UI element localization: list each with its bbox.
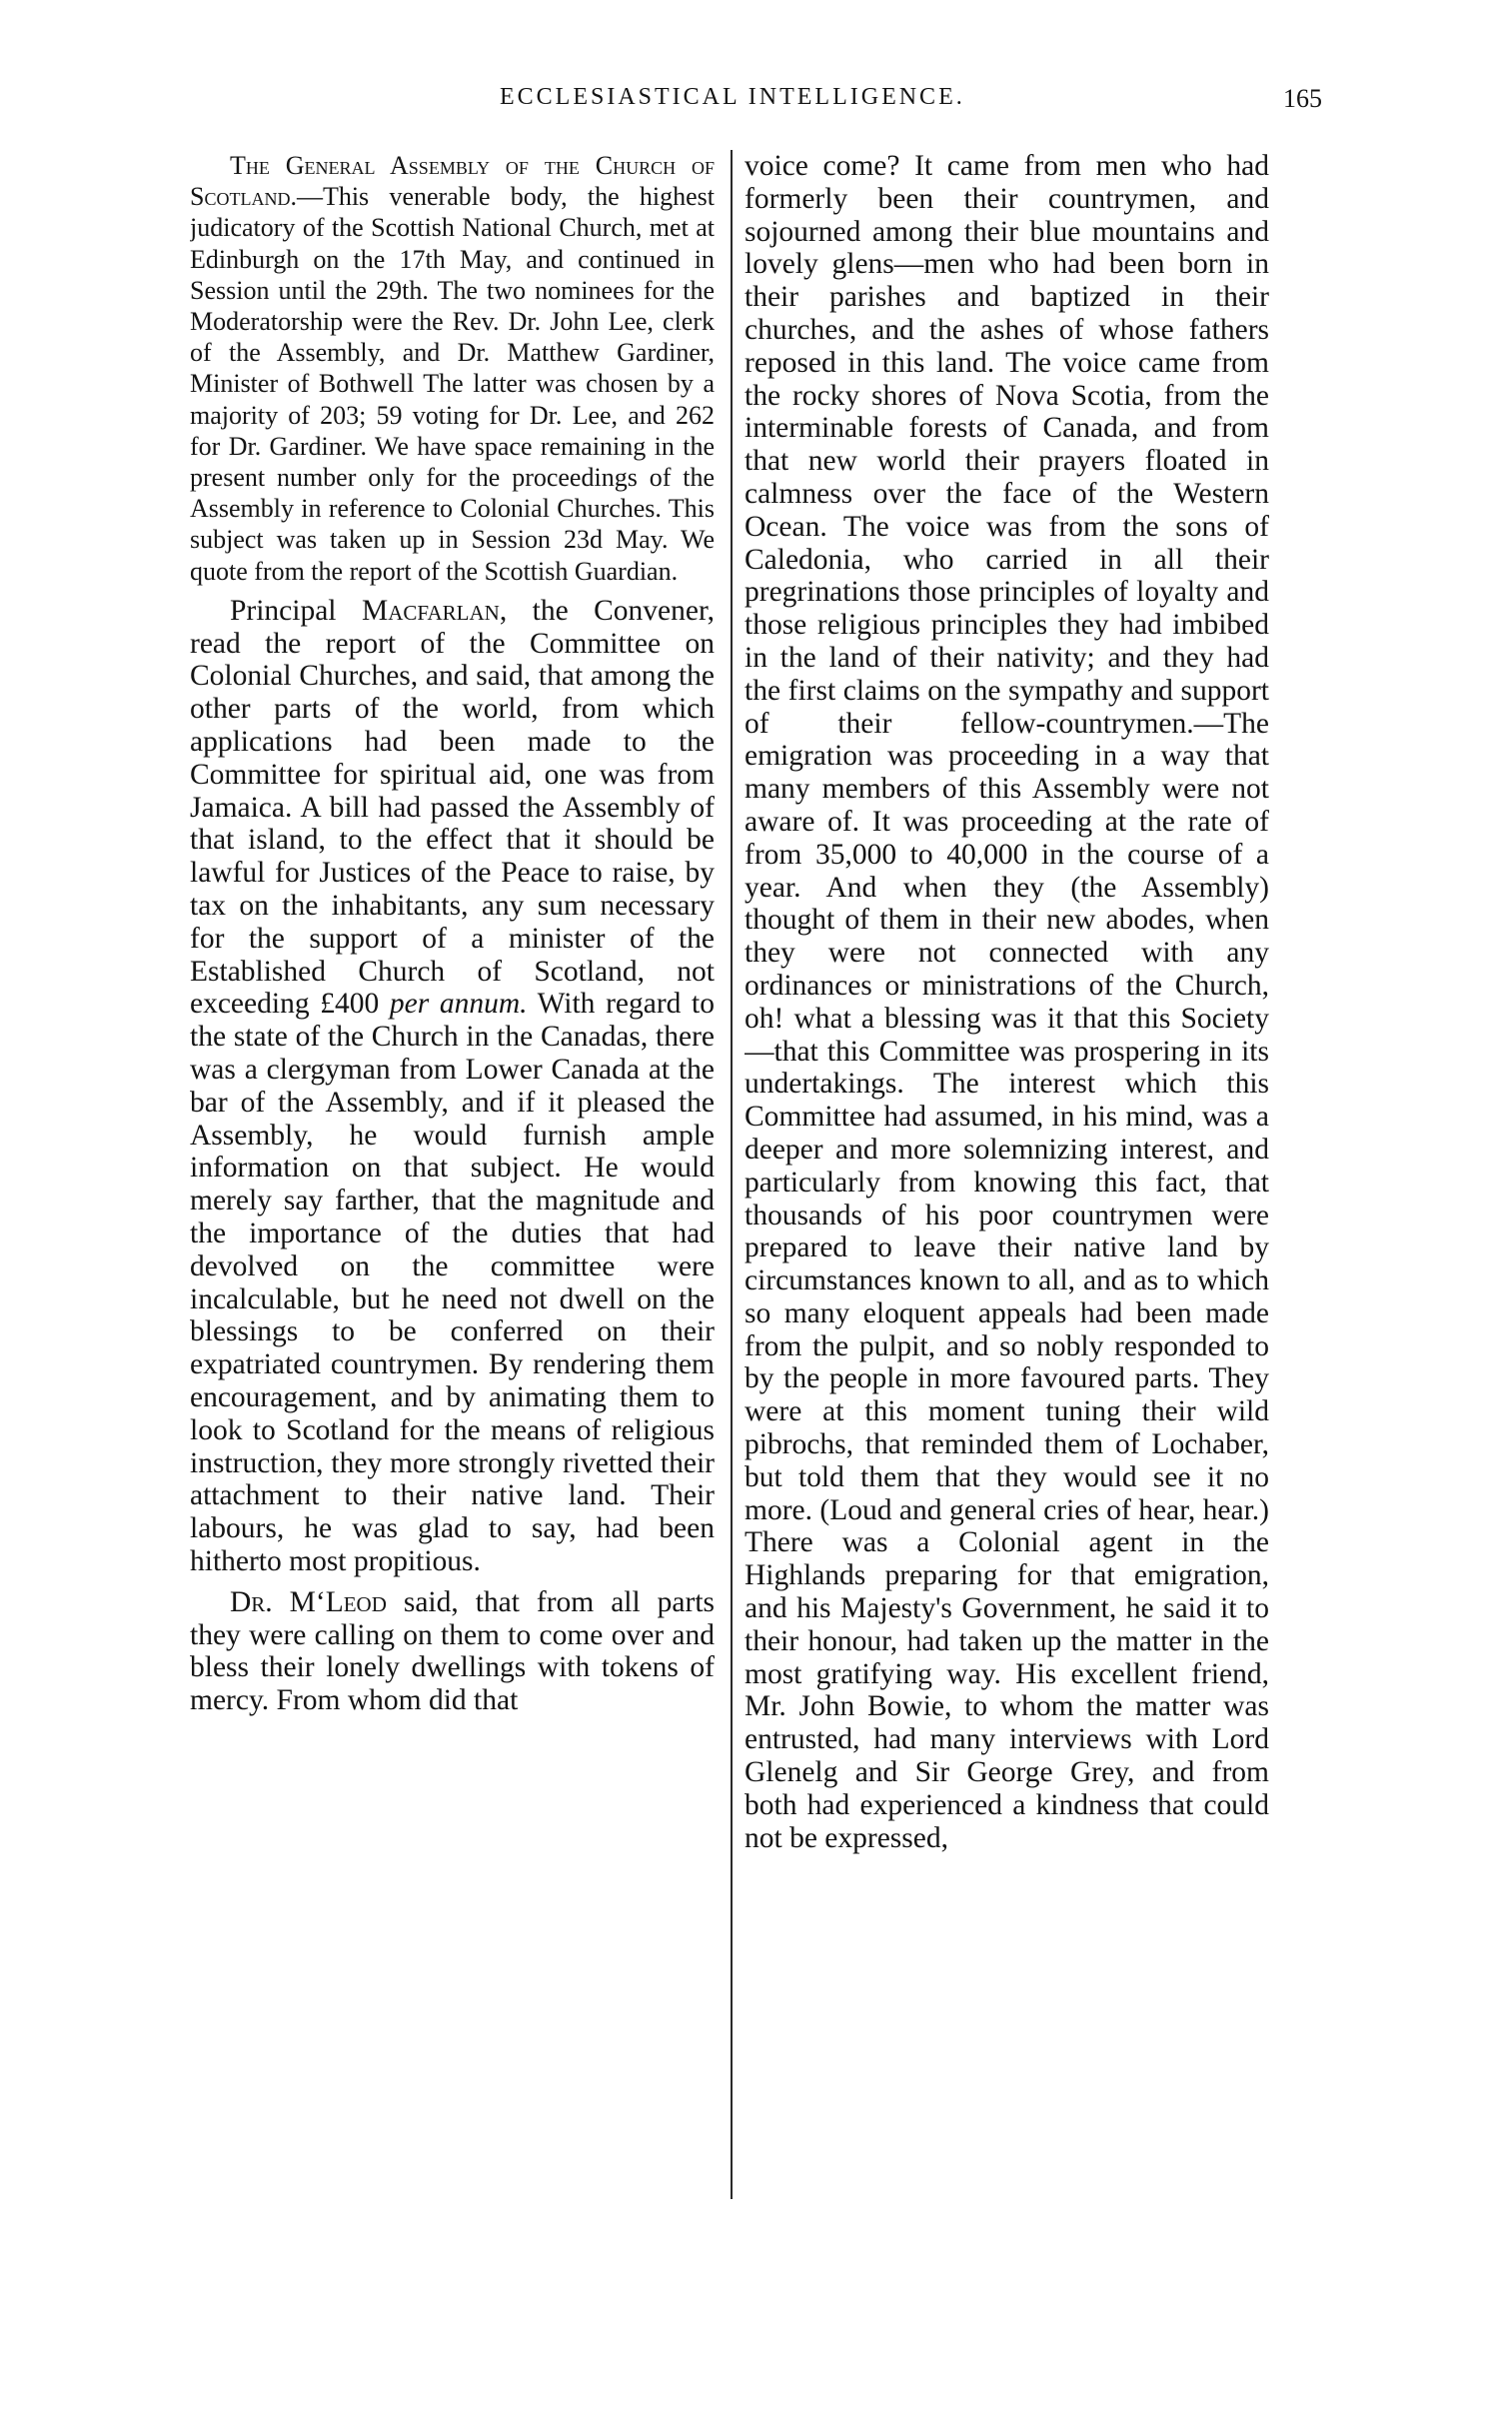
- right-column: [745, 150, 1269, 2159]
- speaker-name-macfarlan: Macfarlan: [361, 594, 500, 627]
- speaker-name-mcleod: Dr. M‘Leod: [230, 1585, 387, 1618]
- latin-phrase: per annum.: [389, 988, 528, 1021]
- page-header: [0, 84, 1512, 124]
- mcleod-text: said, that from all parts they were calling on them to come over and bless their lonely dwellings with tokens of mercy. From whom did that: [190, 1585, 715, 1717]
- mcleod-paragraph: [190, 1586, 715, 1717]
- column-divider: [731, 150, 733, 2199]
- continuation-paragraph: voice come? It came from men who had formerly been their countrymen, and sojourned among their blue mountains and lovely glens—men who had been born in their parishes and baptized in their churches, and the ashes of whose fathers reposed in this land. The voice came from the rocky shores of Nova Scotia, from the interminable forests of Canada, and from that new world their prayers floated in calmness over the face of the Western Ocean. The voice was from the sons of Caledonia, who carried in all their pregrinations those principles of loyalty and those religious principles they had imbibed in the land of their nativity; and they had the first claims on the sympathy and support of their fellow-countrymen.—The emigration was proceeding in a way that many members of this Assembly were not aware of. It was proceeding at the rate of from 35,000 to 40,000 in the course of a year. And when they (the Assembly) thought of them in their new abodes, when they were not connected with any ordinances or ministrations of the Church, oh! what a blessing was it that this Society—that this Committee was prospering in its undertakings. The interest which this Committee had assumed, in his mind, was a deeper and more solemnizing interest, and particularly from knowing this fact, that thousands of his poor countrymen were prepared to leave their native land by circumstances known to all, and as to which so many eloquent appeals had been made from the pulpit, and so nobly responded to by the people in more favoured parts. They were at this moment tuning their wild pibrochs, that reminded them of Lochaber, but told them that they would see it no more. (Loud and general cries of hear, hear.) There was a Colonial agent in the Highlands preparing for that emigration, and his Majesty's Government, he said it to their honour, had taken up the matter in the most gratifying way. His excellent friend, Mr. John Bowie, to whom the matter was entrusted, had many interviews with Lord Glenelg and Sir George Grey, and from both had experienced a kindness that could not be expressed,: [745, 150, 1269, 1854]
- section-heading: The General Assembly of the Church of Scotland.: [190, 151, 715, 212]
- macfarlan-intro: Principal: [230, 594, 337, 627]
- left-column: [190, 150, 715, 2159]
- assembly-paragraph: [190, 150, 715, 587]
- page-number: 165: [1283, 84, 1322, 113]
- assembly-paragraph-text: —This venerable body, the highest judicatory of the Scottish National Church, met at Edinburgh on the 17th May, and continued in Session until the 29th. The two nominees for the Moderatorship were the Rev. Dr. John Lee, clerk of the Assembly, and Dr. Matthew Gardiner, Minister of Bothwell The latter was chosen by a majority of 203; 59 voting for Dr. Lee, and 262 for Dr. Gardiner. We have space remaining in the present number only for the proceedings of the Assembly in reference to Colonial Churches. This subject was taken up in Session 23d May. We quote from the report of the Scottish Guardian.: [190, 182, 715, 586]
- macfarlan-text-b: With regard to the state of the Church in the Canadas, there was a clergyman from Lower Canada at the bar of the Assembly, and if it pleased the Assembly, he would furnish ample information on that subject. He would merely say farther, that the magnitude and the importance of the duties that had devolved on the committee were incalculable, but he need not dwell on the blessings to be conferred on their expatriated countrymen. By rendering them encouragement, and by animating them to look to Scotland for the means of religious instruction, they more strongly rivetted their attachment to their native land. Their labours, he was glad to say, had been hitherto most propitious.: [190, 988, 715, 1577]
- macfarlan-text-a: , the Convener, read the report of the Committee on Colonial Churches, and said, that among the other parts of the world, from which applications had been made to the Committee for spiritual aid, one was from Jamaica. A bill had passed the Assembly of that island, to the effect that it should be lawful for Justices of the Peace to raise, by tax on the inhabitants, any sum necessary for the support of a minister of the Established Church of Scotland, not exceeding £400: [190, 594, 715, 1021]
- running-head: ECCLESIASTICAL INTELLIGENCE.: [500, 84, 965, 110]
- macfarlan-paragraph: [190, 595, 715, 1578]
